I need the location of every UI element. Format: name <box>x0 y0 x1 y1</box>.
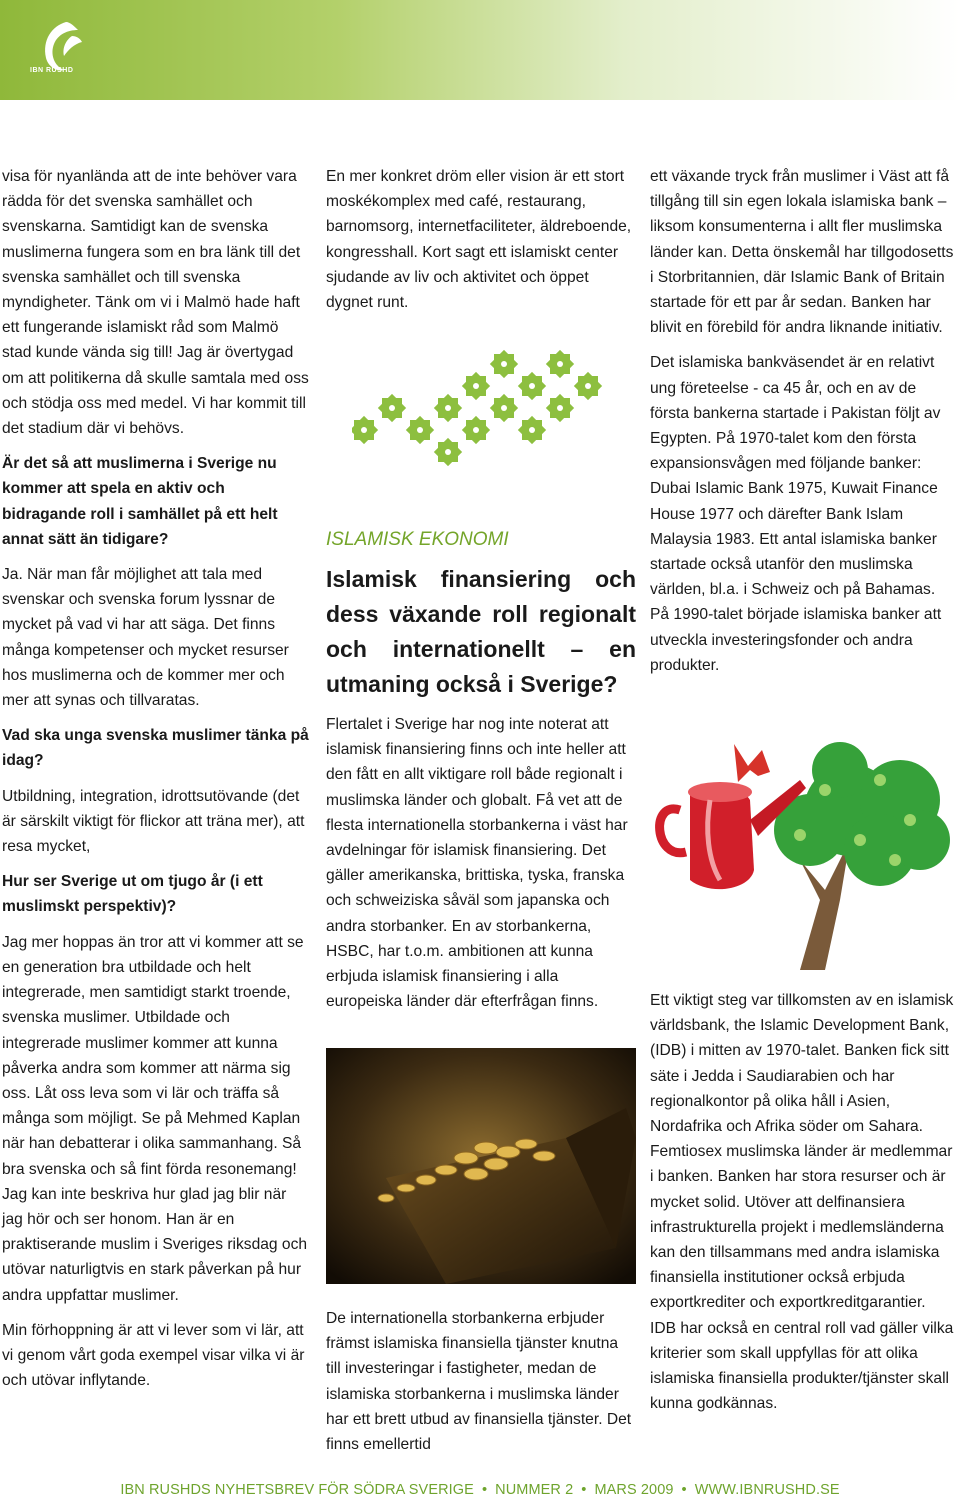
interview-answer: Jag mer hoppas än tror att vi kommer att se en generation bra utbildade och helt integrerade, men samtidigt starkt troende, svenska muslimer. Utbildade och integrerade muslimer kommer att kunna påverka andra som kommer att närma sig oss. Låt oss leva som vi lär och träffa så många som möjligt. Se på Mehmed Kaplan när han debatterar i olika sammanhang. Så bra svenska och så fint förda resonemang! Jag kan inte beskriva hur glad jag blir när jag hör och ser honom. Han är en praktiserande muslim i Sveriges riksdag och utövar naturligtvis en stark påverkan på hur andra uppfattar muslimer. <box>2 933 308 1304</box>
interview-question: Vad ska unga svenska muslimer tänka på idag? <box>2 727 309 770</box>
article-paragraph: De internationella storbankerna erbjuder främst islamiska finansiella tjänster knutna till investeringar i fastigheter, medan de islamiska storbankerna i muslimska länder har ett brett utbud av finansiella tjänster. Det finns emellertid <box>326 1310 632 1454</box>
footer-date: MARS 2009 <box>594 1482 674 1498</box>
footer-title: IBN RUSHDS NYHETSBREV FÖR SÖDRA SVERIGE <box>120 1482 474 1498</box>
section-label: ISLAMISK EKONOMI <box>326 529 509 550</box>
interview-question: Är det så att muslimerna i Sverige nu kommer att spela en aktiv och bidragande roll i samhället på ett helt annat sätt än tidigare? <box>2 455 278 548</box>
interview-answer: Min förhoppning är att vi lever som vi lär, att vi genom vårt goda exempel visar vilka vi är och utövar inflytande. <box>2 1321 305 1390</box>
interview-answer: Utbildning, integration, idrottsutövande (det är särskilt viktigt för flickor att träna mer), att resa mycket, <box>2 787 305 856</box>
interview-answer: Ja. När man får möjlighet att tala med svenskar och svenska forum lyssnar de mycket på vad vi har att säga. Det finns många kompetenser och mycket resurser hos muslimerna och de kommer mer och mer att synas och tillvaratas. <box>2 566 289 710</box>
article-headline: Islamisk finansiering och dess växande roll regionalt och internationellt – en utmaning också i Sverige? <box>326 566 636 697</box>
column-1 <box>2 164 310 1403</box>
footer-website: WWW.IBNRUSHD.SE <box>694 1482 840 1498</box>
column-3-paragraph: ett växande tryck från muslimer i Väst att få tillgång till sin egen lokala islamiska bank – liksom konsumenterna i allt fler muslimska länder kan. Detta önskemål har tillgodosetts i Storbritannien, där Islamic Bank of Britain startade för ett par år sedan. Banken har blivit en förebild för andra liknande initiativ. <box>650 168 954 337</box>
star-pattern-icon <box>352 346 614 466</box>
logo-text: IBN RUSHD <box>30 67 74 74</box>
column-1-paragraph: visa för nyanlända att de inte behöver vara rädda för det svenska samhället och svenskarna. Samtidigt kan de svenska muslimerna fungera som en bra länk till det svenska samhället och till svenska myndigheter. Tänk om vi i Malmö hade haft ett fungerande islamiskt råd som Malmö stad kunde vända sig till! Jag är övertygad om att politikerna då skulle samtala med oss och stödja oss med medel. Vi har kommit till det stadium där vi behövs. <box>2 168 309 438</box>
watering-can-money-tree-icon <box>650 740 955 970</box>
coins-pouch-photo-icon <box>326 1048 636 1284</box>
column-2 <box>326 164 636 325</box>
column-3-paragraph: Det islamiska bankväsendet är en relativt ung företeelse - ca 45 år, och en av de första bankerna startade i Pakistan följt av Egypten. På 1970-talet kom den första expansionsvågen med följande banker: Dubai Islamic Bank 1975, Kuwait Finance House 1977 och därefter Bank Islam Malaysia 1983. Ett antal islamiska banker startade också utanför den muslimska världen, bl.a. i Schweiz och på Bahamas. På 1990-talet började islamiska banker att utveckla investeringsfonder och andra produkter. <box>650 354 942 674</box>
column-3-paragraph: Ett viktigt steg var tillkomsten av en islamisk världsbank, the Islamic Development Bank, (IDB) i mitten av 1970-talet. Banken fick sitt säte i Jedda i Saudiarabien och har regionalkontor på olika håll i Asien, Nordafrika och Afrika söder om Sahara. Femtiosex muslimska länder är medlemmar i banken. Banken har stora resurser och är mycket solid. Utöver att delfinansiera infrastrukturella projekt i medlemsländerna kan den tillsammans med andra islamiska finansiella institutioner också erbjuda exportkrediter och exportkreditgarantier. IDB har också en central roll vad gäller vilka kriterier som skall uppfyllas för att olika islamiska finansiella produkter/tjänster skall kunna godkännas. <box>650 992 954 1413</box>
newsletter-header <box>0 0 960 100</box>
column-3-bottom <box>650 988 955 1426</box>
article-paragraph: Flertalet i Sverige har nog inte noterat att islamisk finansiering finns och inte heller att den fått en allt viktigare roll både regionalt i muslimska länder och globalt. Få vet att de flesta internationella storbankerna i väst har avdelningar för islamisk finansiering. Det gäller amerikanska, brittiska, tyska, franska och schweiziska såväl som japanska och andra storbanker. En av storbankerna, HSBC, har t.o.m. ambitionen att kunna erbjuda islamisk finansiering i alla europeiska länder där efterfrågan finns. <box>326 716 628 1011</box>
interview-question: Hur ser Sverige ut om tjugo år (i ett muslimskt perspektiv)? <box>2 873 263 916</box>
newsletter-footer: IBN RUSHDS NYHETSBREV FÖR SÖDRA SVERIGE • NUMMER 2 • MARS 2009 • WWW.IBNRUSHD.SE <box>120 1482 840 1498</box>
column-2-bottom <box>326 1306 636 1467</box>
economy-article <box>326 528 636 1024</box>
footer-issue: NUMMER 2 <box>495 1482 574 1498</box>
column-2-intro: En mer konkret dröm eller vision är ett stort moskékomplex med café, restaurang, barnomsorg, internetfaciliteter, äldreboende, kongresshall. Kort sagt ett islamiskt center sjudande av liv och aktivitet och öppet dygnet runt. <box>326 168 632 312</box>
column-3 <box>650 164 955 688</box>
